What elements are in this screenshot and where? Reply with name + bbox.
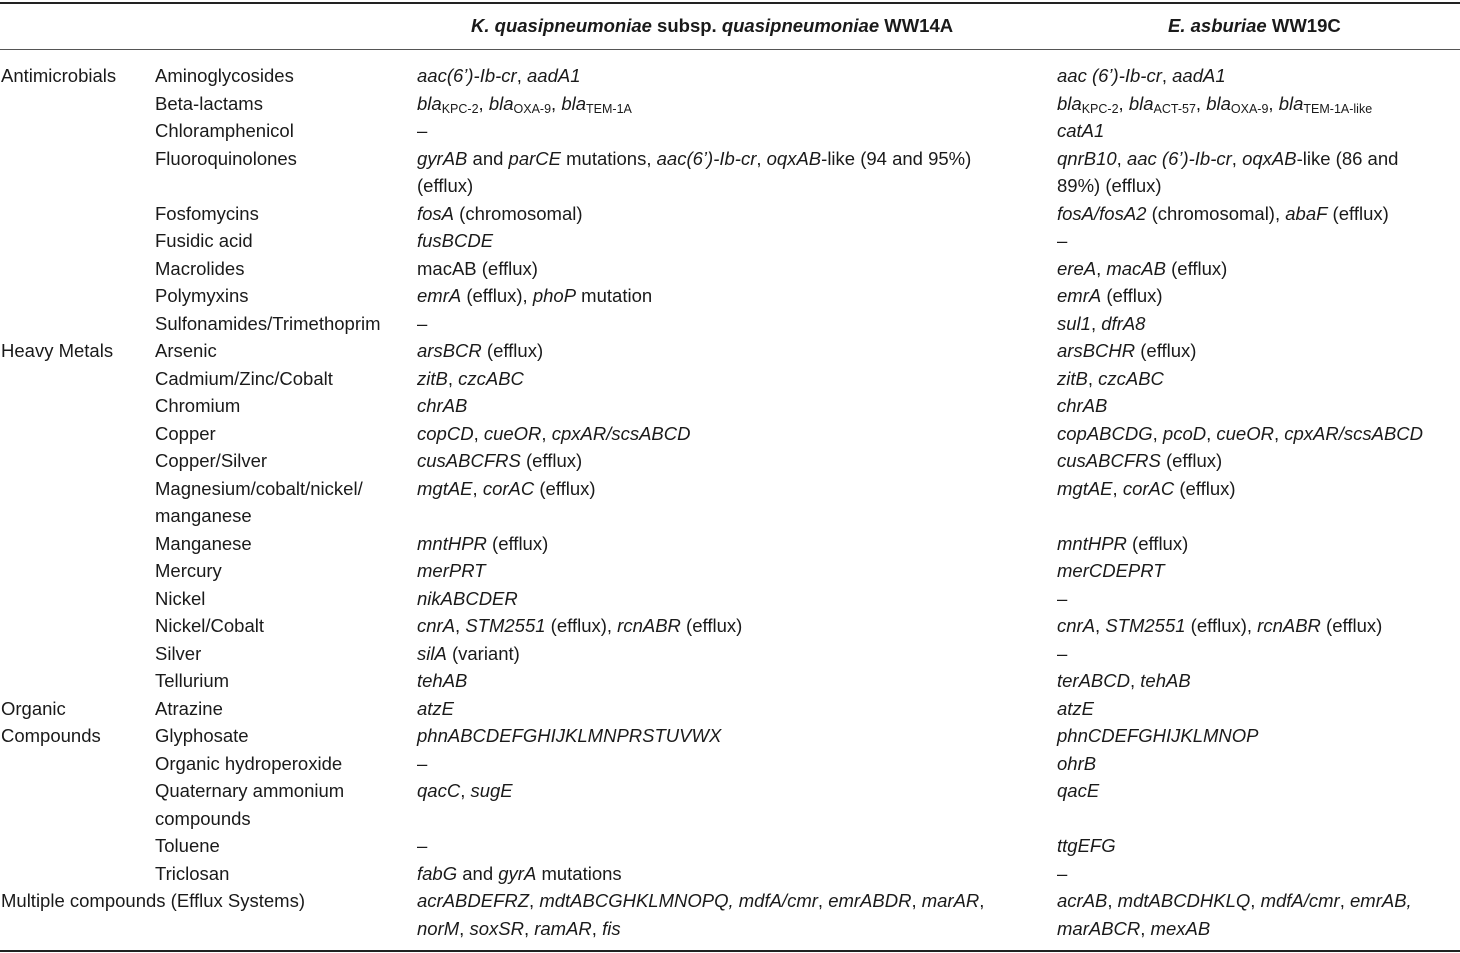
ww19c-genes-cell: mgtAE, corAC (efflux) xyxy=(1057,477,1236,499)
compound-cell: Organic hydroperoxide xyxy=(155,752,343,774)
ww19c-genes-cell: – xyxy=(1057,230,1068,251)
ww14a-genes-cell: – xyxy=(417,752,428,774)
compound-cell: Mercury xyxy=(155,560,222,581)
compound-cell: Nickel xyxy=(155,587,206,609)
ww19c-genes-cell: ereA, macAB (efflux) xyxy=(1057,257,1228,279)
compound-cell: Fusidic acid xyxy=(155,230,253,251)
ww14a-genes-cell: acrABDEFRZ, mdtABCGHKLMNOPQ, mdfA/cmr, emrABDR, marAR, xyxy=(417,890,985,911)
ww14a-genes-cell: mntHPR (efflux) xyxy=(417,532,549,554)
ww14a-genes-cell: nikABCDER xyxy=(417,587,518,609)
ww14a-genes-cell: fosA (chromosomal) xyxy=(417,202,583,224)
table-bottom-rule xyxy=(0,950,1460,952)
ww19c-genes-cell: fosA/fosA2 (chromosomal), abaF (efflux) xyxy=(1057,202,1389,224)
ww14a-genes-cell: fabG and gyrA mutations xyxy=(417,862,622,884)
compound-cell: Sulfonamides/Trimethoprim xyxy=(155,312,381,334)
ww14a-genes-cell: zitB, czcABC xyxy=(417,367,524,389)
ww14a-genes-cell: chrAB xyxy=(417,395,468,416)
ww19c-genes-cell: cusABCFRS (efflux) xyxy=(1057,450,1223,471)
ww19c-genes-cell: – xyxy=(1057,642,1068,664)
compound-cell: Copper/Silver xyxy=(155,450,268,471)
ww14a-genes-cell: norM, soxSR, ramAR, fis xyxy=(417,917,621,939)
table-top-rule xyxy=(0,2,1460,4)
ww19c-genes-cell: qnrB10, aac (6’)-Ib-cr, oqxAB-like (86 and xyxy=(1057,147,1399,169)
compound-cell: Aminoglycosides xyxy=(155,65,294,86)
compound-cell: Copper xyxy=(155,422,216,444)
column-header-ww19c: E. asburiae WW19C xyxy=(1168,15,1341,36)
ww14a-genes-cell: (efflux) xyxy=(417,175,474,196)
ww19c-genes-cell: – xyxy=(1057,587,1068,609)
ww19c-genes-cell: cnrA, STM2551 (efflux), rcnABR (efflux) xyxy=(1057,615,1383,636)
ww14a-genes-cell: gyrAB and parCE mutations, aac(6’)-Ib-cr, oqxAB-like (94 and 95%) xyxy=(417,147,972,169)
ww14a-genes-cell: aac(6’)-Ib-cr, aadA1 xyxy=(417,65,581,86)
compound-cell: Glyphosate xyxy=(155,725,249,746)
ww14a-genes-cell: mgtAE, corAC (efflux) xyxy=(417,477,596,499)
ww14a-genes-cell: arsBCR (efflux) xyxy=(417,340,544,361)
compound-cell: Chromium xyxy=(155,395,241,416)
ww19c-genes-cell: aac (6’)-Ib-cr, aadA1 xyxy=(1057,65,1226,86)
compound-cell: Manganese xyxy=(155,532,252,554)
category-cell: Organic xyxy=(1,697,66,719)
ww14a-genes-cell: phnABCDEFGHIJKLMNPRSTUVWX xyxy=(417,725,722,746)
ww14a-genes-cell: merPRT xyxy=(417,560,486,581)
compound-cell: Beta-lactams xyxy=(155,92,263,114)
compound-cell: Atrazine xyxy=(155,697,223,719)
ww14a-genes-cell: – xyxy=(417,312,428,334)
compound-cell-continued: manganese xyxy=(155,505,252,526)
ww14a-genes-cell: bla$_{KPC-2}$, bla$_{OXA-9}$, bla$_{TEM-1A}$ xyxy=(417,92,632,116)
ww14a-genes-cell: cusABCFRS (efflux) xyxy=(417,450,583,471)
ww14a-genes-cell: qacC, sugE xyxy=(417,780,513,801)
compound-cell: Macrolides xyxy=(155,257,245,279)
compound-cell: Toluene xyxy=(155,835,220,856)
ww14a-genes-cell: copCD, cueOR, cpxAR/scsABCD xyxy=(417,422,691,444)
ww19c-genes-cell: arsBCHR (efflux) xyxy=(1057,340,1197,361)
ww19c-genes-cell: 89%) (efflux) xyxy=(1057,175,1162,196)
compound-cell: Polymyxins xyxy=(155,285,249,306)
column-header-ww14a: K. quasipneumoniae subsp. quasipneumoniae WW14A xyxy=(471,15,954,36)
compound-cell: Fluoroquinolones xyxy=(155,147,297,169)
ww14a-genes-cell: silA (variant) xyxy=(417,642,520,664)
ww19c-genes-cell: zitB, czcABC xyxy=(1057,367,1164,389)
compound-cell: Silver xyxy=(155,642,202,664)
compound-cell: Tellurium xyxy=(155,670,230,691)
compound-cell: Magnesium/cobalt/nickel/ xyxy=(155,477,363,499)
category-cell: Multiple compounds (Efflux Systems) xyxy=(1,890,305,911)
ww19c-genes-cell: chrAB xyxy=(1057,395,1108,416)
ww14a-genes-cell: cnrA, STM2551 (efflux), rcnABR (efflux) xyxy=(417,615,743,636)
ww19c-genes-cell: terABCD, tehAB xyxy=(1057,670,1191,691)
ww14a-genes-cell: – xyxy=(417,835,428,856)
category-cell: Heavy Metals xyxy=(1,340,114,361)
ww19c-genes-cell: acrAB, mdtABCDHKLQ, mdfA/cmr, emrAB, xyxy=(1057,890,1412,911)
compound-cell: Nickel/Cobalt xyxy=(155,615,264,636)
ww19c-genes-cell: marABCR, mexAB xyxy=(1057,917,1211,939)
ww19c-genes-cell: phnCDEFGHIJKLMNOP xyxy=(1057,725,1259,746)
ww19c-genes-cell: – xyxy=(1057,862,1068,884)
ww19c-genes-cell: mntHPR (efflux) xyxy=(1057,532,1189,554)
ww14a-genes-cell: – xyxy=(417,120,428,141)
header-rule xyxy=(0,49,1460,50)
compound-cell: Quaternary ammonium xyxy=(155,780,345,801)
category-cell: Antimicrobials xyxy=(1,65,117,86)
ww14a-genes-cell: fusBCDE xyxy=(417,230,494,251)
compound-cell: Cadmium/Zinc/Cobalt xyxy=(155,367,333,389)
ww19c-genes-cell: atzE xyxy=(1057,697,1095,719)
compound-cell-continued: compounds xyxy=(155,807,251,829)
ww19c-genes-cell: sul1, dfrA8 xyxy=(1057,312,1146,334)
ww19c-genes-cell: merCDEPRT xyxy=(1057,560,1165,581)
ww14a-genes-cell: macAB (efflux) xyxy=(417,257,538,279)
ww19c-genes-cell: qacE xyxy=(1057,780,1100,801)
compound-cell: Arsenic xyxy=(155,340,217,361)
ww14a-genes-cell: atzE xyxy=(417,697,455,719)
ww19c-genes-cell: ttgEFG xyxy=(1057,835,1116,856)
compound-cell: Triclosan xyxy=(155,862,230,884)
ww19c-genes-cell: catA1 xyxy=(1057,120,1105,141)
category-cell: Compounds xyxy=(1,725,101,746)
ww19c-genes-cell: copABCDG, pcoD, cueOR, cpxAR/scsABCD xyxy=(1057,422,1424,444)
ww14a-genes-cell: emrA (efflux), phoP mutation xyxy=(417,285,653,306)
compound-cell: Chloramphenicol xyxy=(155,120,294,141)
ww19c-genes-cell: emrA (efflux) xyxy=(1057,285,1163,306)
ww19c-genes-cell: ohrB xyxy=(1057,752,1097,774)
ww19c-genes-cell: bla$_{KPC-2}$, bla$_{ACT-57}$, bla$_{OXA-9}$, bla$_{TEM-1A-like}$ xyxy=(1057,92,1373,116)
compound-cell: Fosfomycins xyxy=(155,202,259,224)
ww14a-genes-cell: tehAB xyxy=(417,670,468,691)
